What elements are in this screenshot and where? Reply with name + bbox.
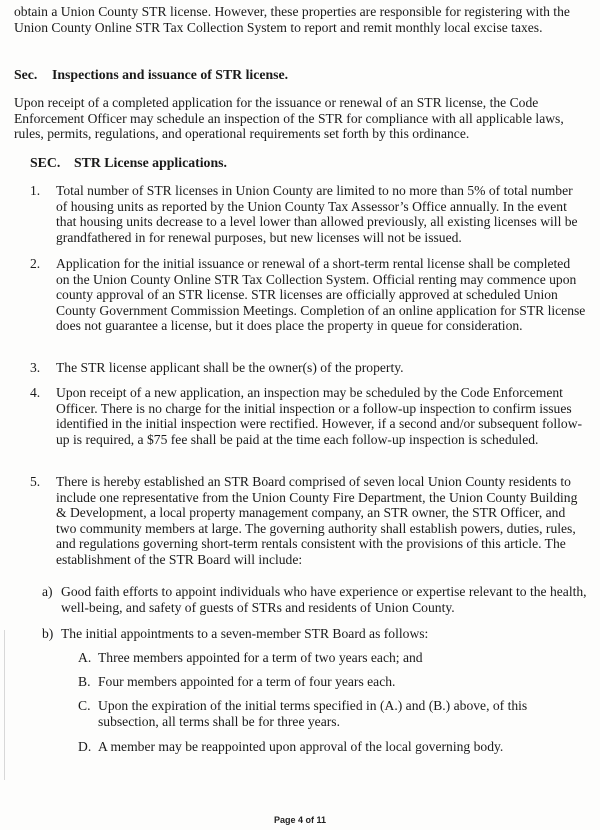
item-text: The STR license applicant shall be the owner(s) of the property. [56, 360, 404, 375]
page-number: Page 4 of 11 [273, 815, 327, 825]
lettered-item [78, 650, 578, 666]
section-heading-inspections [14, 67, 288, 83]
item-number: 4. [30, 385, 41, 400]
lettered-item-text: A member may be reappointed upon approval of the local governing body. [98, 739, 504, 754]
section-prefix: Sec. [14, 67, 38, 82]
item-number: 3. [30, 360, 41, 375]
lettered-item [78, 674, 578, 690]
item-text: Upon receipt of a new application, an inspection may be scheduled by the Code Enforcement Officer. There is no charge for the initial inspection or a follow-up inspection to confirm issues identified in the initial inspection were rectified. However, if a second and/or subsequent follow-up is required, a $75 fee shall be paid at the time each follow-up inspection is scheduled. [56, 385, 583, 447]
sub-item-label: b) [42, 626, 54, 641]
item-text: Application for the initial issuance or renewal of a short-term rental license shall be completed on the Union County Online STR Tax Collection System. Official renting may commence upon county approval of an STR license. STR licenses are officially approved at scheduled Union County Government Commission Meetings. Completion of an online application for STR license does not guarantee a license, but it does place the property in queue for consideration. [56, 256, 586, 333]
lettered-item-text: Three members appointed for a term of two years each; and [98, 650, 423, 665]
list-item [30, 183, 586, 245]
sub-item [42, 584, 588, 615]
sub-item [42, 626, 588, 642]
item-number: 1. [30, 183, 41, 198]
list-item [30, 360, 586, 376]
lettered-item-label: B. [78, 674, 91, 689]
section-heading-applications [30, 155, 227, 171]
item-number: 5. [30, 474, 41, 489]
sub-item-text: Good faith efforts to appoint individuals who have experience or expertise relevant to the health, well-being, and safety of guests of STRs and residents of Union County. [61, 584, 587, 615]
item-text: There is hereby established an STR Board comprised of seven local Union County residents to include one representative from the Union County Fire Department, the Union County Building & Development, a local property management company, an STR owner, the STR Officer, and two community members at large. The governing authority shall establish powers, duties, rules, and regulations governing short-term rentals consistent with the provisions of this article. The establishment of the STR Board will include: [56, 474, 578, 567]
intro-paragraph: obtain a Union County STR license. However, these properties are responsible for registering with the Union County Online STR Tax Collection System to report and remit monthly local excise taxes. [14, 4, 570, 35]
lettered-item-text: Four members appointed for a term of four years each. [98, 674, 396, 689]
list-item [30, 385, 586, 447]
lettered-item [78, 739, 578, 755]
sub-item-label: a) [42, 584, 53, 599]
lettered-item-label: D. [78, 739, 92, 754]
section-prefix: SEC. [30, 155, 61, 170]
lettered-item-label: A. [78, 650, 92, 665]
lettered-item [78, 698, 578, 729]
list-item [30, 474, 586, 567]
lettered-item-label: C. [78, 698, 91, 713]
list-item [30, 256, 586, 334]
item-number: 2. [30, 256, 41, 271]
inspections-paragraph: Upon receipt of a completed application for the issuance or renewal of an STR license, the Code Enforcement Officer may schedule an inspection of the STR for compliance with all applicable laws, rules, permits, regulations, and operational requirements set forth by this ordinance. [14, 95, 564, 141]
lettered-item-text: Upon the expiration of the initial terms specified in (A.) and (B.) above, of this subsection, all terms shall be for three years. [98, 698, 528, 729]
scan-edge-mark [4, 630, 5, 780]
section-title: Inspections and issuance of STR license. [52, 67, 289, 82]
section-title: STR License applications. [74, 155, 227, 170]
item-text: Total number of STR licenses in Union County are limited to no more than 5% of total number of housing units as reported by the Union County Tax Assessor’s Office annually. In the event that housing units decrease to a level lower than allowed previously, all existing licenses will be grandfathered in for renewal purposes, but new licenses will not be issued. [56, 183, 578, 245]
sub-item-text: The initial appointments to a seven-member STR Board as follows: [61, 626, 429, 641]
